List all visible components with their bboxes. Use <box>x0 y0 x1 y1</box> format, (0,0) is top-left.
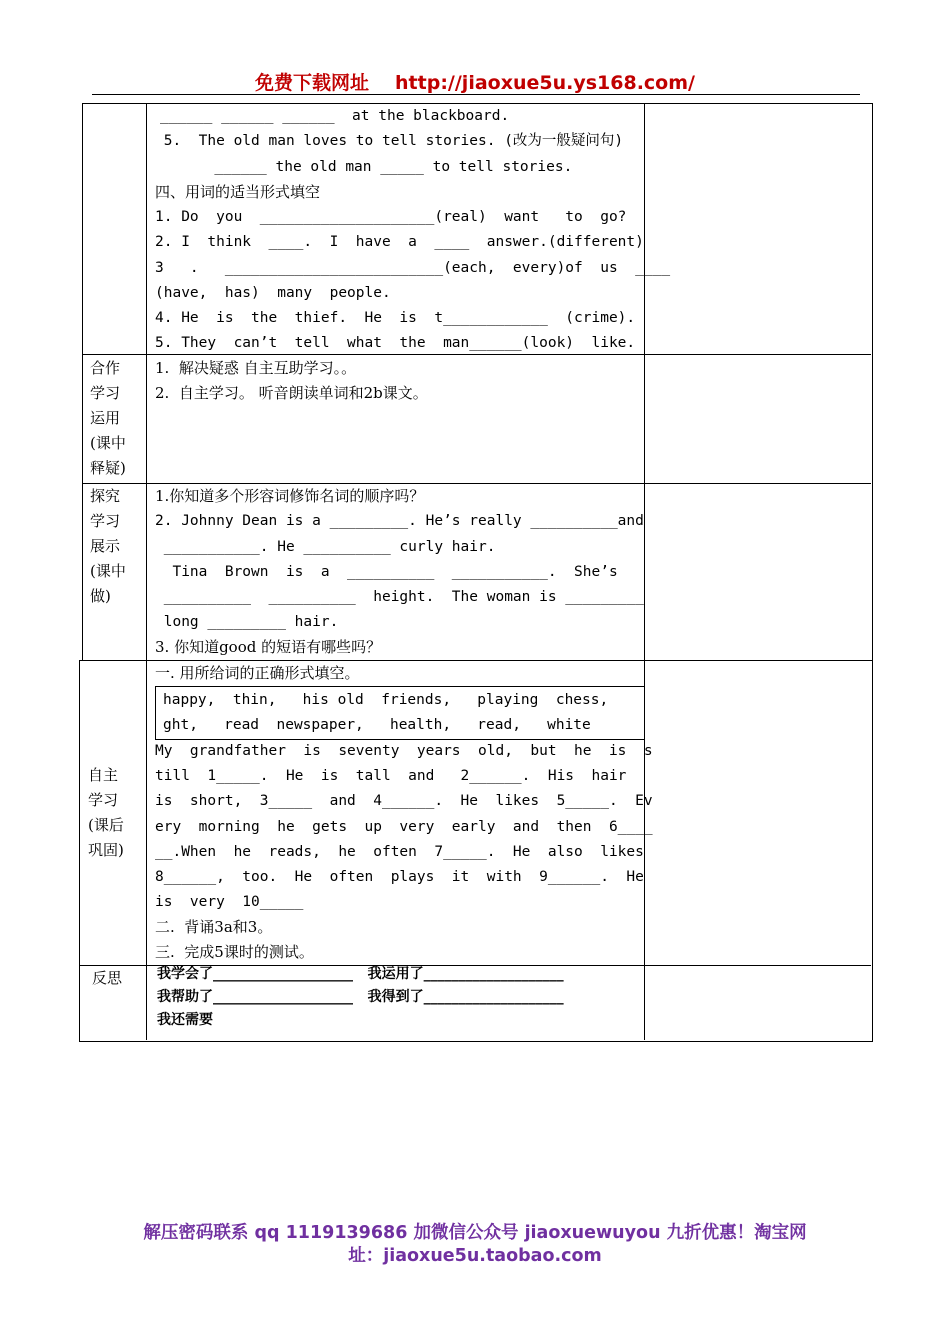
practice-line: 4. He is the thief. He is t____________ (crime). <box>155 310 636 326</box>
practice-line: ______ the old man _____ to tell stories. <box>162 159 573 175</box>
passage-line: __.When he reads, he often 7_____. He also likes <box>155 844 644 860</box>
passage-line: is short, 3_____ and 4______. He likes 5_____. Ev <box>155 793 653 809</box>
explore-line: long _________ hair. <box>155 614 339 630</box>
reflection-label: 反思 <box>92 969 123 987</box>
self-study-label <box>88 763 138 863</box>
label-line: 展示 <box>90 537 121 555</box>
reflection-line: 我帮助了____________________ 我得到了____________________ <box>157 989 564 1005</box>
explore-line: Tina Brown is a __________ ___________. She’s <box>155 564 618 580</box>
label-line: 运用 <box>90 409 121 427</box>
passage-line: 8______, too. He often plays it with 9______. He <box>155 869 644 885</box>
practice-line: 2. I think ____. I have a ____ answer.(different) <box>155 234 644 250</box>
self-study-title: 一. 用所给词的正确形式填空。 <box>155 664 360 682</box>
label-line: 合作 <box>90 359 121 377</box>
reflection-line: 我还需要 <box>157 1012 213 1028</box>
header-url[interactable]: http://jiaoxue5u.ys168.com/ <box>395 72 695 94</box>
practice-line: 1. Do you ____________________(real) want to go? <box>155 209 627 225</box>
explore-line: __________ __________ height. The woman is _________ <box>155 589 644 605</box>
header-link[interactable] <box>0 68 950 95</box>
passage-line: is very 10_____ <box>155 894 304 910</box>
label-line: (课后 <box>88 816 124 834</box>
practice-line: 5. They can’t tell what the man______(look) like. <box>155 335 636 351</box>
label-line: (课中 <box>90 562 126 580</box>
passage-line: till 1_____. He is tall and 2______. His hair <box>155 768 627 784</box>
practice-line: ______ ______ ______ at the blackboard. <box>160 108 510 124</box>
col-divider-left-lower <box>146 660 147 1040</box>
label-line: (课中 <box>90 434 126 452</box>
label-line: 探究 <box>90 487 121 505</box>
word-box-line: happy, thin, his old friends, playing chess, <box>163 692 609 708</box>
cooperation-line: 2. 自主学习。 听音朗读单词和2b课文。 <box>155 384 428 402</box>
practice-line: (have, has) many people. <box>155 285 391 301</box>
self-study-task: 三. 完成5课时的测试。 <box>155 943 314 961</box>
explore-line: ___________. He __________ curly hair. <box>155 539 496 555</box>
explore-line: 1.你知道多个形容词修饰名词的顺序吗？ <box>155 487 425 505</box>
footer-line-1: 解压密码联系 qq 1119139686 加微信公众号 jiaoxuewuyou 九折优惠！淘宝网 <box>143 1223 807 1243</box>
col-divider-left-upper <box>146 103 147 660</box>
header-label: 免费下载网址 <box>255 72 370 94</box>
footer-line-2: 址：jiaoxue5u.taobao.com <box>348 1246 602 1266</box>
self-study-task: 二. 背诵3a和3。 <box>155 918 273 936</box>
label-line: 学习 <box>90 384 121 402</box>
practice-line: 5. The old man loves to tell stories. (改为一般疑问句) <box>155 133 624 149</box>
label-line: 巩固) <box>88 841 124 859</box>
label-line: 释疑) <box>90 459 126 477</box>
reflection-line: 我学会了____________________ 我运用了____________________ <box>157 966 564 982</box>
label-line: 自主 <box>88 766 119 784</box>
passage-line: ery morning he gets up very early and then 6____ <box>155 819 653 835</box>
label-line: 学习 <box>90 512 121 530</box>
explore-line: 2. Johnny Dean is a _________. He’s really __________and <box>155 513 644 529</box>
word-box-line: ght, read newspaper, health, read, white <box>163 717 591 733</box>
label-line: 学习 <box>88 791 119 809</box>
practice-heading: 四、用词的适当形式填空 <box>155 183 321 201</box>
label-line: 做) <box>90 587 111 605</box>
passage-line: My grandfather is seventy years old, but he is s <box>155 743 653 759</box>
cooperation-label <box>90 356 140 481</box>
explore-line: 3. 你知道good 的短语有哪些吗？ <box>155 638 382 656</box>
explore-label <box>90 484 140 609</box>
cooperation-line: 1. 解决疑惑 自主互助学习。。 <box>155 359 357 377</box>
practice-line: 3 . _________________________(each, every)of us ____ <box>155 260 671 276</box>
header-rule <box>92 94 860 95</box>
col-divider-right <box>644 103 645 1040</box>
